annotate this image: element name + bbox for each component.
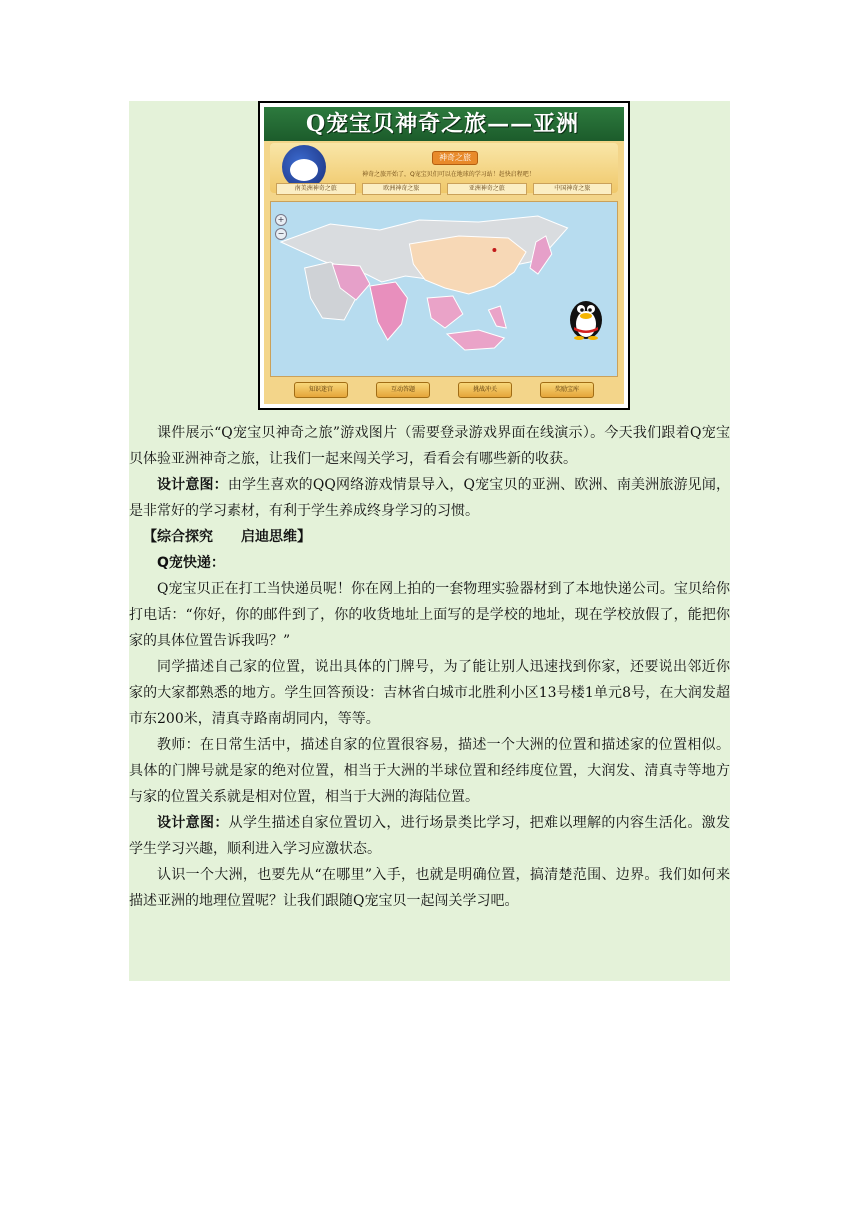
penguin-icon (567, 294, 605, 340)
paragraph-delivery: Q宠宝贝正在打工当快递员呢！你在网上拍的一套物理实验器材到了本地快递公司。宝贝给你打电话：“你好，你的邮件到了，你的收货地址上面写的是学校的地址，现在学校放假了，能把你家的具体位置告诉我吗？” (129, 581, 730, 649)
zoom-out-button[interactable]: − (275, 228, 287, 240)
game-button-2[interactable]: 互动答题 (376, 382, 430, 398)
sub-heading: Q宠快递： (157, 555, 225, 571)
paragraph-courseware: 课件展示“Q宠宝贝神奇之旅”游戏图片（需要登录游戏界面在线演示）。今天我们跟着Q宠宝贝体验亚洲神奇之旅，让我们一起来闯关学习，看看会有哪些新的收获。 (129, 425, 730, 467)
section-heading: 【综合探究 启迪思维】 (143, 529, 311, 545)
design-intent-text: 由学生喜欢的QQ网络游戏情景导入，Q宠宝贝的亚洲、欧洲、南美洲旅游见闻，是非常好的学习素材，有利于学生养成终身学习的习惯。 (129, 477, 730, 519)
game-button-4[interactable]: 奖励宝库 (540, 382, 594, 398)
game-bottom-bar (294, 382, 594, 398)
tab-china[interactable]: 中国神奇之旅 (533, 183, 613, 195)
banner-text: 神奇之旅开始了，Q宠宝贝们可以在地球的学习站！赶快启程吧！ (362, 171, 535, 177)
zoom-in-button[interactable]: + (275, 214, 287, 226)
game-button-3[interactable]: 挑战冲关 (458, 382, 512, 398)
design-intent-label: 设计意图： (157, 477, 228, 493)
tab-asia[interactable]: 亚洲神奇之旅 (447, 183, 527, 195)
paragraph-student-answer: 同学描述自己家的位置，说出具体的门牌号，为了能让别人迅速找到你家，还要说出邻近你家的大家都熟悉的地方。学生回答预设：吉林省白城市北胜利小区13号楼1单元8号，在大润发超市东200米，清真寺路南胡同内，等等。 (129, 659, 730, 727)
document-body (129, 420, 730, 914)
game-screenshot-figure (258, 101, 630, 410)
paragraph-design-intent-2 (129, 810, 730, 862)
paragraph-teacher: 教师：在日常生活中，描述自家的位置很容易，描述一个大洲的位置和描述家的位置相似。具体的门牌号就是家的绝对位置，相当于大洲的半球位置和经纬度位置，大润发、清真寺等地方与家的位置关系就是相对位置，相当于大洲的海陆位置。 (129, 737, 730, 805)
banner-button[interactable]: 神奇之旅 (432, 151, 478, 165)
tab-europe[interactable]: 欧洲神奇之旅 (362, 183, 442, 195)
game-button-1[interactable]: 知识迷宫 (294, 382, 348, 398)
paragraph-conclusion: 认识一个大洲，也要先从“在哪里”入手，也就是明确位置，搞清楚范围、边界。我们如何来描述亚洲的地理位置呢？让我们跟随Q宠宝贝一起闯关学习吧。 (129, 867, 730, 909)
game-title: Q宠宝贝神奇之旅——亚洲 (264, 107, 624, 141)
design-intent-label: 设计意图： (157, 815, 229, 831)
paragraph-design-intent-1 (129, 472, 730, 524)
asia-map[interactable] (270, 201, 618, 377)
journey-tabs (276, 183, 612, 195)
tab-south-america[interactable]: 南美洲神奇之旅 (276, 183, 356, 195)
game-window (264, 107, 624, 404)
asia-map-graphic (271, 202, 617, 376)
design-intent-text: 从学生描述自家位置切入，进行场景类比学习，把难以理解的内容生活化。激发学生学习兴趣，顺利进入学习应激状态。 (129, 815, 731, 857)
